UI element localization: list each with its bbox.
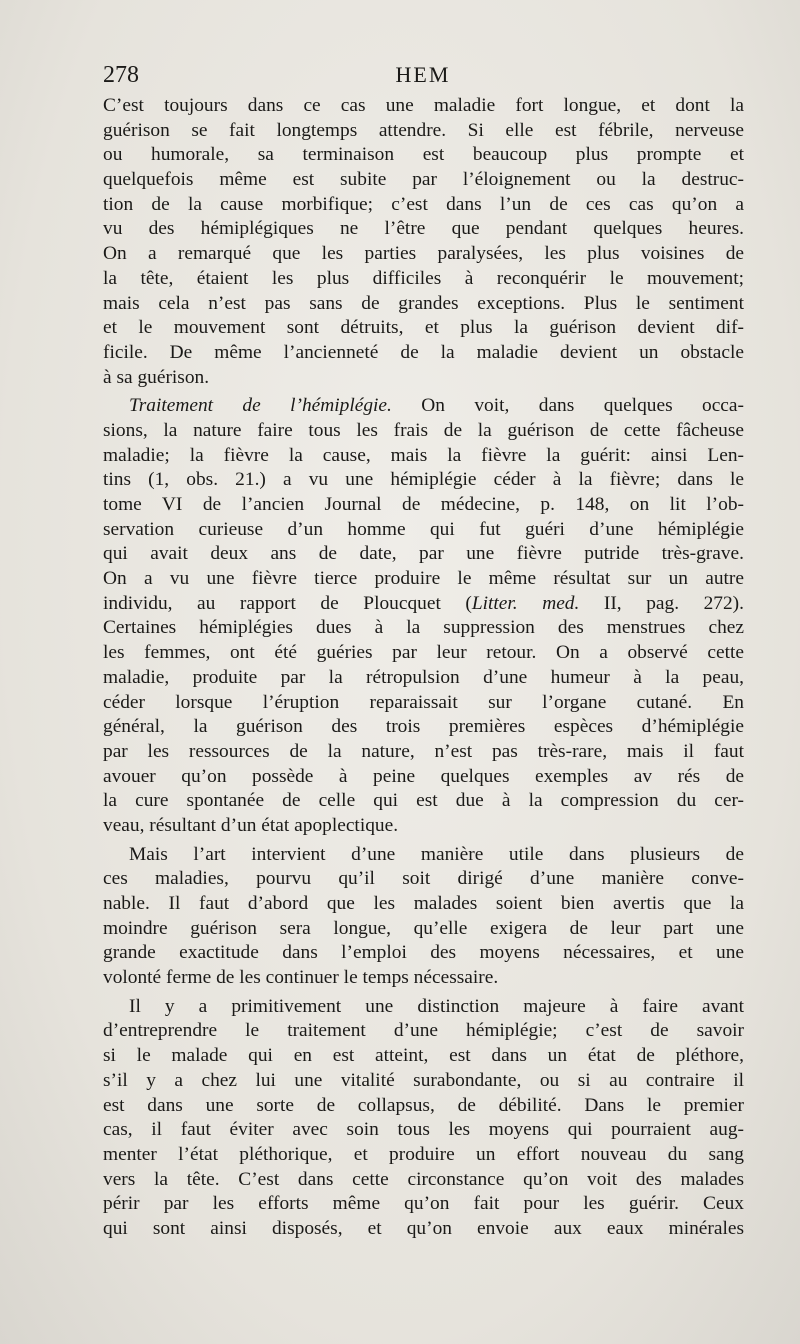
paragraph-2 bbox=[103, 394, 744, 838]
text-span: II, pag. 272). bbox=[579, 592, 744, 614]
paragraph-3 bbox=[103, 843, 744, 991]
page-header bbox=[103, 62, 743, 92]
text-line: à sa guérison. bbox=[103, 366, 210, 388]
text-line: C’est toujours dans ce cas une maladie fort longue, et dont la bbox=[103, 95, 744, 116]
text-line: tins (1, obs. 21.) a vu une hémiplégie céder à la fièvre; dans le bbox=[103, 469, 744, 491]
text-line: la cure spontanée de celle qui est due à la compression du cer- bbox=[103, 790, 744, 812]
text-line: mais cela n’est pas sans de grandes exceptions. Plus le sentiment bbox=[103, 292, 744, 314]
text-line bbox=[103, 592, 744, 617]
text-line bbox=[103, 394, 744, 419]
text-line: d’entreprendre le traitement d’une hémiplégie; c’est de savoir bbox=[103, 1020, 744, 1042]
citation-title: Litter. med. bbox=[471, 592, 580, 614]
text-line: volonté ferme de les continuer le temps nécessaire. bbox=[103, 967, 499, 989]
paragraph-4 bbox=[103, 995, 744, 1242]
text-line: les femmes, ont été guéries par leur retour. On a observé cette bbox=[103, 642, 744, 664]
text-line: guérison se fait longtemps attendre. Si elle est fébrile, nerveuse bbox=[103, 119, 744, 141]
text-span: On voit, dans quelques occa- bbox=[391, 395, 744, 417]
text-line: par les ressources de la nature, n’est pas très-rare, mais il faut bbox=[103, 740, 744, 762]
text-line: si le malade qui en est atteint, est dans un état de pléthore, bbox=[103, 1045, 744, 1067]
text-line: périr par les efforts même qu’on fait pour les guérir. Ceux bbox=[103, 1193, 744, 1215]
text-line: Mais l’art intervient d’une manière utile dans plusieurs de bbox=[129, 843, 744, 865]
text-line: ces maladies, pourvu qu’il soit dirigé d’une manière conve- bbox=[103, 868, 744, 890]
text-line: servation curieuse d’un homme qui fut guéri d’une hémiplégie bbox=[103, 518, 744, 540]
text-line: qui avait deux ans de date, par une fièvre putride très-grave. bbox=[103, 543, 744, 565]
text-line: On a remarqué que les parties paralysées, les plus voisines de bbox=[103, 243, 744, 265]
text-line: On a vu une fièvre tierce produire le même résultat sur un autre bbox=[103, 568, 744, 590]
text-line: nable. Il faut d’abord que les malades soient bien avertis que la bbox=[103, 893, 744, 914]
paragraph-1 bbox=[103, 94, 744, 390]
text-line: qui sont ainsi disposés, et qu’on envoie aux eaux minérales bbox=[103, 1217, 744, 1239]
text-line: tome VI de l’ancien Journal de médecine, p. 148, on lit l’ob- bbox=[103, 494, 744, 515]
text-line: maladie; la fièvre la cause, mais la fièvre la guérit: ainsi Len- bbox=[103, 444, 744, 466]
text-line: général, la guérison des trois premières espèces d’hémiplégie bbox=[103, 716, 744, 738]
running-head: HEM bbox=[395, 62, 451, 87]
text-line: cas, il faut éviter avec soin tous les moyens qui pourraient aug- bbox=[103, 1119, 744, 1141]
text-line: sions, la nature faire tous les frais de la guérison de cette fâcheuse bbox=[103, 419, 744, 441]
text-line: menter l’état pléthorique, et produire un effort nouveau du sang bbox=[103, 1143, 744, 1165]
text-line: moindre guérison sera longue, qu’elle exigera de leur part une bbox=[103, 917, 744, 939]
page-number: 278 bbox=[103, 62, 139, 88]
text-line: ficile. De même l’ancienneté de la maladie devient un obstacle bbox=[103, 341, 744, 363]
text-line: ou humorale, sa terminaison est beaucoup plus prompte et bbox=[103, 144, 744, 166]
text-line: est dans une sorte de collapsus, de débilité. Dans le premier bbox=[103, 1094, 744, 1116]
text-span: individu, au rapport de Ploucquet ( bbox=[103, 592, 472, 614]
text-line: veau, résultant d’un état apoplectique. bbox=[103, 814, 399, 836]
text-line: s’il y a chez lui une vitalité surabondante, ou si au contraire il bbox=[103, 1069, 744, 1091]
text-line: grande exactitude dans l’emploi des moyens nécessaires, et une bbox=[103, 942, 744, 964]
text-line: tion de la cause morbifique; c’est dans l’un de ces cas qu’on a bbox=[103, 193, 744, 215]
text-line: céder lorsque l’éruption reparaissait sur l’organe cutané. En bbox=[103, 691, 744, 713]
text-line: Il y a primitivement une distinction majeure à faire avant bbox=[129, 995, 744, 1017]
text-line: avouer qu’on possède à peine quelques exemples av rés de bbox=[103, 765, 744, 787]
text-line: vers la tête. C’est dans cette circonstance qu’on voit des malades bbox=[103, 1168, 744, 1190]
section-heading: Traitement de l’hémiplégie. bbox=[129, 395, 392, 417]
text-line: maladie, produite par la rétropulsion d’une humeur à la peau, bbox=[103, 666, 744, 688]
text-line: et le mouvement sont détruits, et plus la guérison devient dif- bbox=[103, 317, 744, 339]
text-line: Certaines hémiplégies dues à la suppression des menstrues chez bbox=[103, 617, 744, 639]
text-line: la tête, étaient les plus difficiles à reconquérir le mouvement; bbox=[103, 267, 744, 289]
text-line: quelquefois même est subite par l’éloignement ou la destruc- bbox=[103, 169, 744, 191]
text-line: vu des hémiplégiques ne l’être que pendant quelques heures. bbox=[103, 218, 744, 240]
body-text bbox=[103, 94, 744, 1242]
